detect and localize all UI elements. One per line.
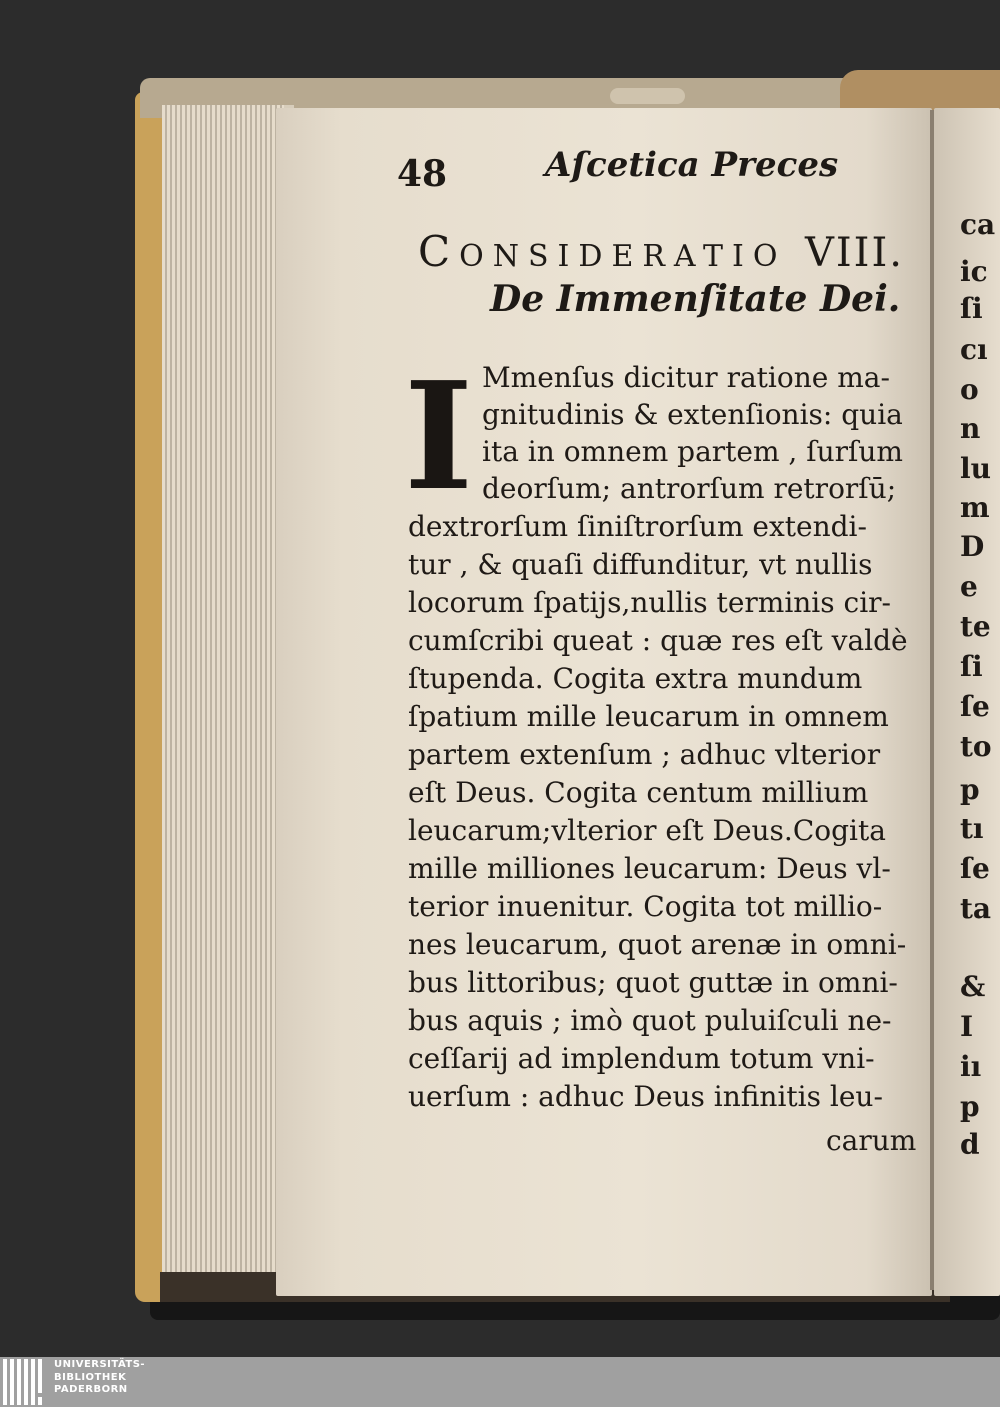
text-line: bus littoribus; quot guttæ in omni- [408, 966, 898, 999]
drop-cap: I [404, 349, 474, 523]
catchword: carum [826, 1124, 917, 1157]
text-line: eſt Deus. Cogita centum millium [408, 776, 869, 809]
text-line: ceſſarij ad implendum totum vni- [408, 1042, 875, 1075]
page-number: 48 [397, 153, 448, 195]
text-line: deorſum; antrorſum retrorſū; [482, 472, 897, 505]
facing-fragment: te [960, 610, 991, 643]
text-line: bus aquis ; imò quot puluiſculi ne- [408, 1004, 892, 1037]
text-line: ſpatium mille leucarum in omnem [408, 700, 889, 733]
facing-fragment: p [960, 1090, 980, 1123]
facing-fragment: I [960, 1010, 974, 1043]
facing-fragment: ic [960, 255, 988, 288]
facing-fragment: to [960, 730, 992, 763]
text-line: locorum ſpatijs,nullis terminis cir- [408, 586, 892, 619]
facing-fragment: cı [960, 333, 988, 366]
facing-fragment: ca [960, 208, 996, 241]
facing-fragment: ta [960, 892, 992, 925]
text-line: dextrorſum ſiniſtrorſum extendi- [408, 510, 867, 543]
book-cover-edge [135, 92, 165, 1302]
section-heading [418, 227, 904, 276]
facing-fragment: o [960, 373, 979, 406]
text-line: tur , & quaſi diffunditur, vt nullis [408, 548, 873, 581]
facing-fragment: ſe [960, 852, 990, 885]
page-block-edges [162, 105, 288, 1287]
section-subheading: De Immenſitate Dei. [490, 278, 901, 320]
facing-fragment: ſe [960, 690, 990, 723]
footer-bar [0, 1357, 1000, 1407]
text-line: mille milliones leucarum: Deus vl- [408, 852, 891, 885]
library-logo-icon [3, 1359, 49, 1405]
logo-line: BIBLIOTHEK [54, 1371, 127, 1383]
text-line: terior inuenitur. Cogita tot millio- [408, 890, 883, 923]
logo-line: PADERBORN [54, 1384, 128, 1395]
facing-fragment: & [960, 970, 986, 1003]
text-line: uerſum : adhuc Deus infinitis leu- [408, 1080, 883, 1113]
text-line: leucarum;vlterior eſt Deus.Cogita [408, 814, 886, 847]
facing-fragment: tı [960, 812, 984, 845]
heading-initial: C [418, 227, 460, 276]
facing-fragment: iı [960, 1050, 982, 1083]
heading-text: ONSIDERATIO [459, 239, 787, 274]
facing-fragment: ſi [960, 292, 983, 325]
facing-fragment: m [960, 491, 990, 524]
text-line: partem extenſum ; adhuc vlterior [408, 738, 881, 771]
facing-fragment: ſi [960, 650, 983, 683]
cover-wear-patch [610, 88, 685, 104]
facing-fragment: d [960, 1128, 980, 1161]
text-line: Mmenſus dicitur ratione ma- [482, 361, 890, 394]
library-logo-text [54, 1359, 145, 1397]
facing-fragment: D [960, 530, 985, 563]
facing-fragment: lu [960, 452, 991, 485]
facing-fragment: n [960, 412, 981, 445]
text-line: ſtupenda. Cogita extra mundum [408, 662, 863, 695]
text-line: nes leucarum, quot arenæ in omni- [408, 928, 907, 961]
text-line: cumſcribi queat : quæ res eſt valdè [408, 624, 908, 657]
heading-numeral: VIII. [804, 230, 904, 276]
text-line: ita in omnem partem , ſurſum [482, 435, 903, 468]
text-line: gnitudinis & extenſionis: quia [482, 398, 903, 431]
logo-line: UNIVERSITÄTS- [54, 1359, 146, 1370]
running-head: Aſcetica Preces [545, 145, 839, 185]
facing-fragment: e [960, 570, 978, 603]
facing-fragment: p [960, 773, 980, 806]
